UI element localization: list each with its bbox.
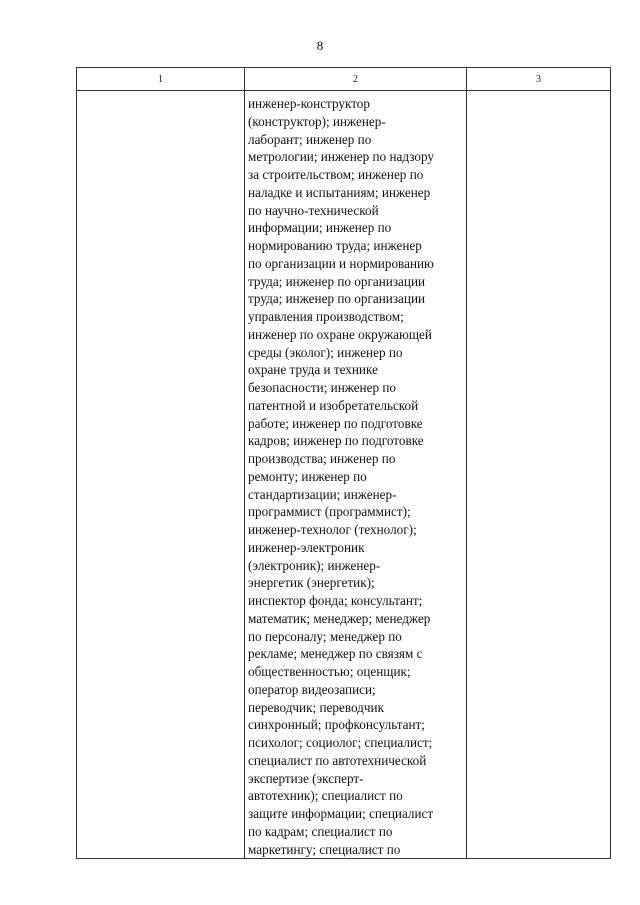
text-line: работе; инженер по подготовке [248, 415, 423, 431]
text-line: (конструктор); инженер- [248, 113, 386, 129]
text-line: по организации и нормированию [248, 255, 434, 271]
text-line: переводчик; переводчик [248, 699, 384, 715]
text-line: охране труда и технике [248, 362, 378, 378]
text-line: математик; менеджер; менеджер [248, 610, 431, 626]
text-line: лаборант; инженер по [248, 131, 372, 147]
text-line: инженер-технолог (технолог); [248, 522, 417, 537]
text-line: инженер-конструктор [248, 96, 370, 111]
text-line: рекламе; менеджер по связям с [248, 646, 423, 662]
text-line: инспектор фонда; консультант; [248, 593, 423, 608]
text-line: по научно-технической [248, 202, 379, 218]
text-line: среды (эколог); инженер по [248, 344, 403, 360]
text-line: синхронный; профконсультант; [248, 717, 425, 733]
text-line: программист (программист); [248, 504, 411, 520]
column-header-1: 1 [77, 68, 245, 91]
text-line: управления производством; [248, 309, 404, 324]
text-line: по кадрам; специалист по [248, 823, 393, 839]
text-line: инженер по охране окружающей [248, 326, 432, 342]
text-line: производства; инженер по [248, 451, 396, 466]
text-line: экспертизе (эксперт- [248, 770, 364, 786]
text-line: психолог; социолог; специалист; [248, 735, 433, 750]
text-line: оператор видеозаписи; [248, 681, 376, 697]
text-line: безопасности; инженер по [248, 380, 397, 395]
text-line: нормированию труда; инженер [248, 238, 422, 253]
column-header-3: 3 [467, 68, 611, 91]
text-line: метрологии; инженер по надзору [248, 149, 434, 165]
text-line: (электроник); инженер- [248, 557, 381, 573]
cell-column-2 [245, 91, 467, 859]
cell-column-3 [467, 91, 611, 859]
text-line: ремонту; инженер по [248, 468, 367, 484]
text-line: кадров; инженер по подготовке [248, 433, 424, 449]
header-row [77, 68, 611, 91]
occupation-list [248, 95, 464, 858]
text-line: специалист по автотехнической [248, 752, 427, 768]
text-line: общественностью; оценщик; [248, 664, 411, 679]
table-row [77, 91, 611, 859]
text-line: стандартизации; инженер- [248, 486, 397, 502]
text-line: маркетингу; специалист по [248, 841, 401, 857]
text-line: энергетик (энергетик); [248, 575, 375, 591]
cell-column-1 [77, 91, 245, 859]
text-line: защите информации; специалист [248, 806, 434, 821]
text-line: труда; инженер по организации [248, 291, 426, 307]
text-line: патентной и изобретательской [248, 397, 419, 413]
text-line: по персоналу; менеджер по [248, 628, 402, 644]
text-line: труда; инженер по организации [248, 273, 426, 289]
text-line: информации; инженер по [248, 220, 392, 236]
page-number: 8 [316, 38, 324, 53]
text-line: наладке и испытаниям; инженер [248, 184, 431, 200]
text-line: за строительством; инженер по [248, 167, 424, 182]
text-line: инженер-электроник [248, 539, 365, 555]
column-header-2: 2 [245, 68, 467, 91]
text-line: автотехник); специалист по [248, 788, 403, 804]
document-table [76, 67, 611, 859]
